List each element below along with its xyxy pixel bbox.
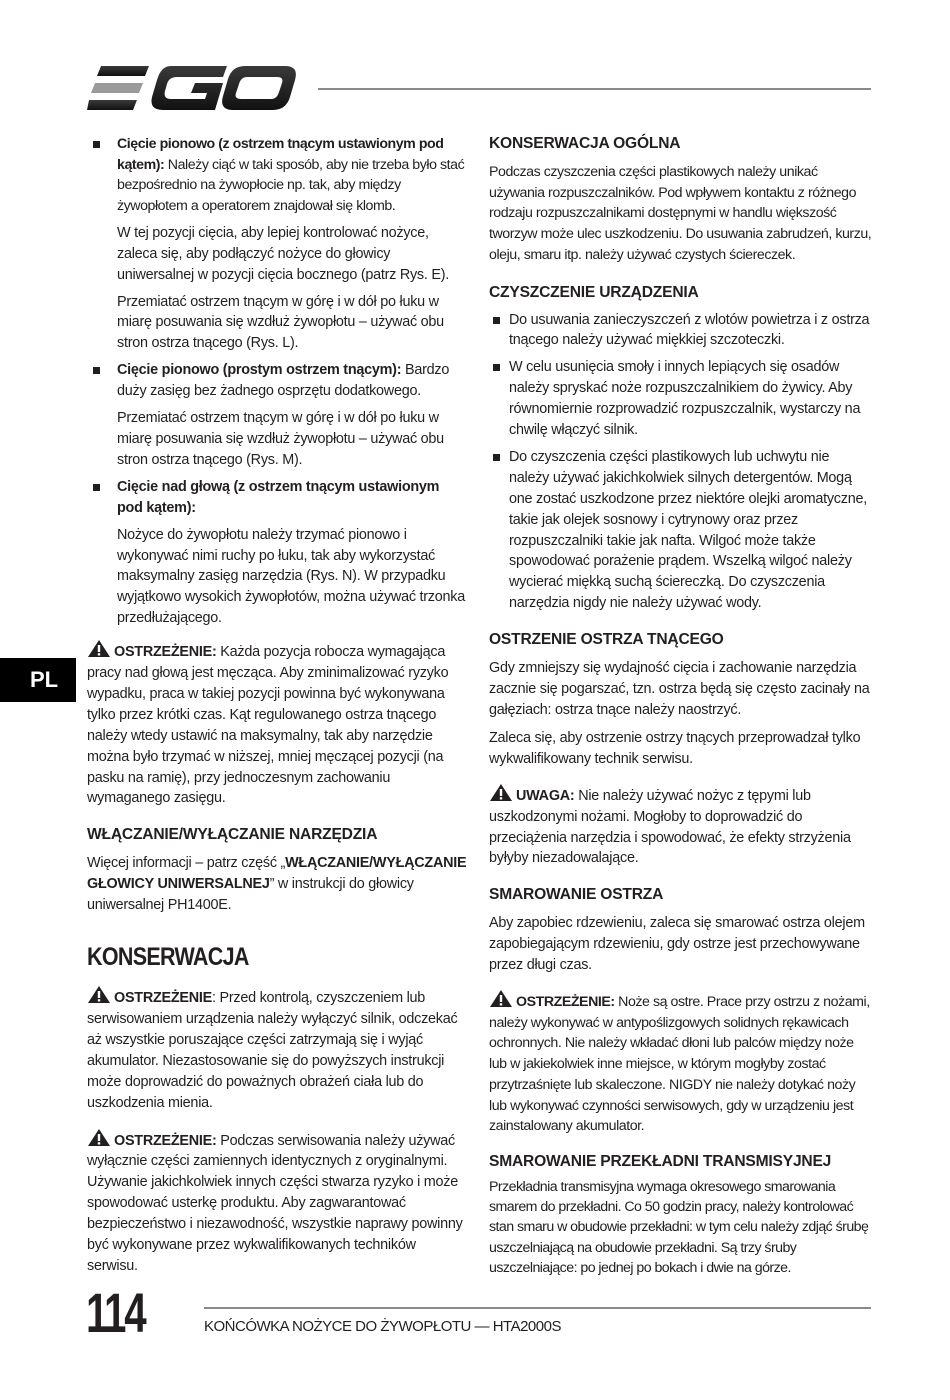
paragraph: Przemiatać ostrzem tnącym w górę i w dół po łuku w miarę posuwania się wzdłuż żywopłotu – używać obu stron ostrza tnącego (Rys. L). xyxy=(117,293,444,352)
warning-icon xyxy=(87,1128,111,1147)
heading-lubrication: SMAROWANIE OSTRZA xyxy=(489,886,664,904)
document-title: KOŃCÓWKA NOŻYCE DO ŻYWOPŁOTU — HTA2000S xyxy=(204,1318,561,1335)
paragraph: Nożyce do żywopłotu należy trzymać pionowo i wykonywać nimi ruchy po łuku, tak aby wykorzystać maksymalny zasięg narzędzia (Rys. N). W przypadku wyjątkowo wysokich żywopłotów, można używać trzonka przedłużającego. xyxy=(117,526,465,627)
right-column xyxy=(489,134,873,1278)
paragraph: Zaleca się, aby ostrzenie ostrzy tnących przeprowadzał tylko wykwalifikowany technik serwisu. xyxy=(489,729,861,767)
heading-switch: WŁĄCZANIE/WYŁĄCZANIE NARZĘDZIA xyxy=(87,826,378,844)
heading-gearbox: SMAROWANIE PRZEKŁADNI TRANSMISYJNEJ xyxy=(489,1153,832,1170)
warning-icon xyxy=(489,783,513,802)
warning-inspection: OSTRZEŻENIE: Przed kontrolą, czyszczeniem lub serwisowaniem urządzenia należy wyłączyć silnik, odczekać aż wszystkie poruszające części zatrzymają się i wyjąć akumulator. Niezastosowanie się do powyższych instrukcji może doprowadzić do poważnych obrażeń ciała lub do uszkodzenia mienia. xyxy=(87,985,467,1113)
paragraph-gearbox: Przekładnia transmisyjna wymaga okresowego smarowania smarem do przekładni. Co 50 godzin pracy, należy kontrolować stan smaru w obudowie przekładni: w tym celu należy zdjąć śrubę uszczelniającą na obudowie przekładni. Są trzy śruby uszczelniające: po jednej po bokach i dwie na górze. xyxy=(489,1179,869,1276)
paragraph-lubrication: Aby zapobiec rdzewieniu, zaleca się smarować ostrza olejem zapobiegającym rdzewieniu, gdy ostrze jest przechowywane przez długi czas. xyxy=(489,915,865,974)
paragraph-general: Podczas czyszczenia części plastikowych należy unikać używania rozpuszczalników. Pod wpływem kontaktu z różnego rodzaju rozpuszczalnikami dostępnymi w handlu większość tworzyw może ulec uszkodzeniu. Do usuwania zabrudzeń, kurzu, oleju, smaru itp. należy używać czystych ściereczek. xyxy=(489,164,872,263)
bullet-vertical-straight: Cięcie pionowo (prostym ostrzem tnącym): Bardzo duży zasięg bez żadnego osprzętu dodatkowego. xyxy=(87,360,467,402)
bullet-clean-brush: Do usuwania zanieczyszczeń z wlotów powietrza i z ostrza tnącego należy używać miękkiej szczoteczki. xyxy=(489,310,873,352)
paragraph-switch: Więcej informacji – patrz część „WŁĄCZANIE/WYŁĄCZANIE GŁOWICY UNIWERSALNEJ” w instrukcji do głowicy uniwersalnej PH1400E. xyxy=(87,855,467,914)
left-column xyxy=(87,134,467,1277)
caution-blunt-blades: UWAGA: Nie należy używać nożyc z tępymi lub uszkodzonymi nożami. Mogłoby to doprowadzić do przeciążenia narzędzia i spowodować, że efekty strzyżenia byłyby niezadowalające. xyxy=(489,783,873,870)
paragraph: Przemiatać ostrzem tnącym w górę i w dół po łuku w miarę posuwania się wzdłuż żywopłotu – używać obu stron ostrza tnącego (Rys. M). xyxy=(117,410,444,468)
warning-parts: OSTRZEŻENIE: Podczas serwisowania należy używać wyłącznie części zamiennych identycznych z oryginalnymi. Używanie jakichkolwiek innych części stwarza ryzyko i może spowodować usterkę produktu. Aby zagwarantować bezpieczeństwo i niezawodność, wszystkie naprawy powinny być wykonywane przez wykwalifikowanych techników serwisu. xyxy=(87,1128,467,1277)
bullet-clean-resin: W celu usunięcia smoły i innych lepiących się osadów należy spryskać noże rozpuszczalnikiem do żywicy. Aby równomiernie rozprowadzić rozpuszczalnik, wystarczy na chwilę włączyć silnik. xyxy=(489,357,873,441)
heading-general: KONSERWACJA OGÓLNA xyxy=(489,135,681,152)
heading-maintenance: KONSERWACJA xyxy=(87,943,249,972)
heading-sharpening: OSTRZENIE OSTRZA TNĄCEGO xyxy=(489,631,724,649)
warning-overhead: OSTRZEŻENIE: Każda pozycja robocza wymagająca pracy nad głową jest męcząca. Aby zminimalizować ryzyko wypadku, praca w takiej pozycji powinna być wykonywana tylko przez krótki czas. Kąt regulowanego ostrza tnącego należy wtedy ustawić na maksymalny, tak aby narzędzie można było trzymać w niższej, mniej męczącej pozycji (na pasku na ramię), przy jednoczesnym zachowaniu wymaganego zasięgu. xyxy=(87,639,467,809)
ego-logo xyxy=(87,64,299,112)
bullet-vertical-angled: Cięcie pionowo (z ostrzem tnącym ustawionym pod kątem): Należy ciąć w taki sposób, aby nie trzeba było stać bezpośrednio na żywopłocie np. tak, aby między żywopłotem a operatorem znajdował się klomb. xyxy=(87,134,467,217)
paragraph: Gdy zmniejszy się wydajność cięcia i zachowanie narzędzia zacznie się pogarszać, tzn. ostrza będą się często zacinały na gałęziach: ostrza tnące należy naostrzyć. xyxy=(489,660,870,719)
language-tab: PL xyxy=(0,658,76,702)
header-rule xyxy=(318,88,871,90)
bullet-clean-detergent: Do czyszczenia części plastikowych lub uchwytu nie należy używać jakichkolwiek silnych detergentów. Mogą one zostać uszkodzone przez niektóre olejki aromatyczne, takie jak olejek sosnowy i cytrynowy oraz przez rozpuszczalniki takie jak nafta. Wilgoć może także spowodować porażenie prądem. Wszelką wilgoć należy wycierać miękką suchą ściereczką. Do czyszczenia narzędzia nigdy nie należy używać wody. xyxy=(489,447,873,614)
warning-icon xyxy=(87,985,111,1004)
page-number: 114 xyxy=(86,1281,145,1344)
footer-rule xyxy=(204,1307,871,1309)
warning-icon xyxy=(87,639,111,658)
warning-icon xyxy=(489,989,513,1008)
paragraph: W tej pozycji cięcia, aby lepiej kontrolować nożyce, zaleca się, aby podłączyć nożyce do głowicy uniwersalnej w pozycji cięcia bocznego (patrz Rys. E). xyxy=(117,224,450,283)
warning-sharp-blades: OSTRZEŻENIE: Noże są ostre. Prace przy ostrzu z nożami, należy wykonywać w antypoślizgowych solidnych rękawicach ochronnych. Nie należy wkładać dłoni lub palców między noże lub w jakiekolwiek inne miejsce, w którym mogłyby zostać przytrzaśnięte lub skaleczone. NIGDY nie należy dotykać noży lub wykonywać czynności serwisowych, gdy w urządzeniu jest zainstalowany akumulator. xyxy=(489,989,873,1137)
heading-cleaning: CZYSZCZENIE URZĄDZENIA xyxy=(489,283,699,301)
bullet-overhead: Cięcie nad głową (z ostrzem tnącym ustawionym pod kątem): xyxy=(87,477,467,519)
